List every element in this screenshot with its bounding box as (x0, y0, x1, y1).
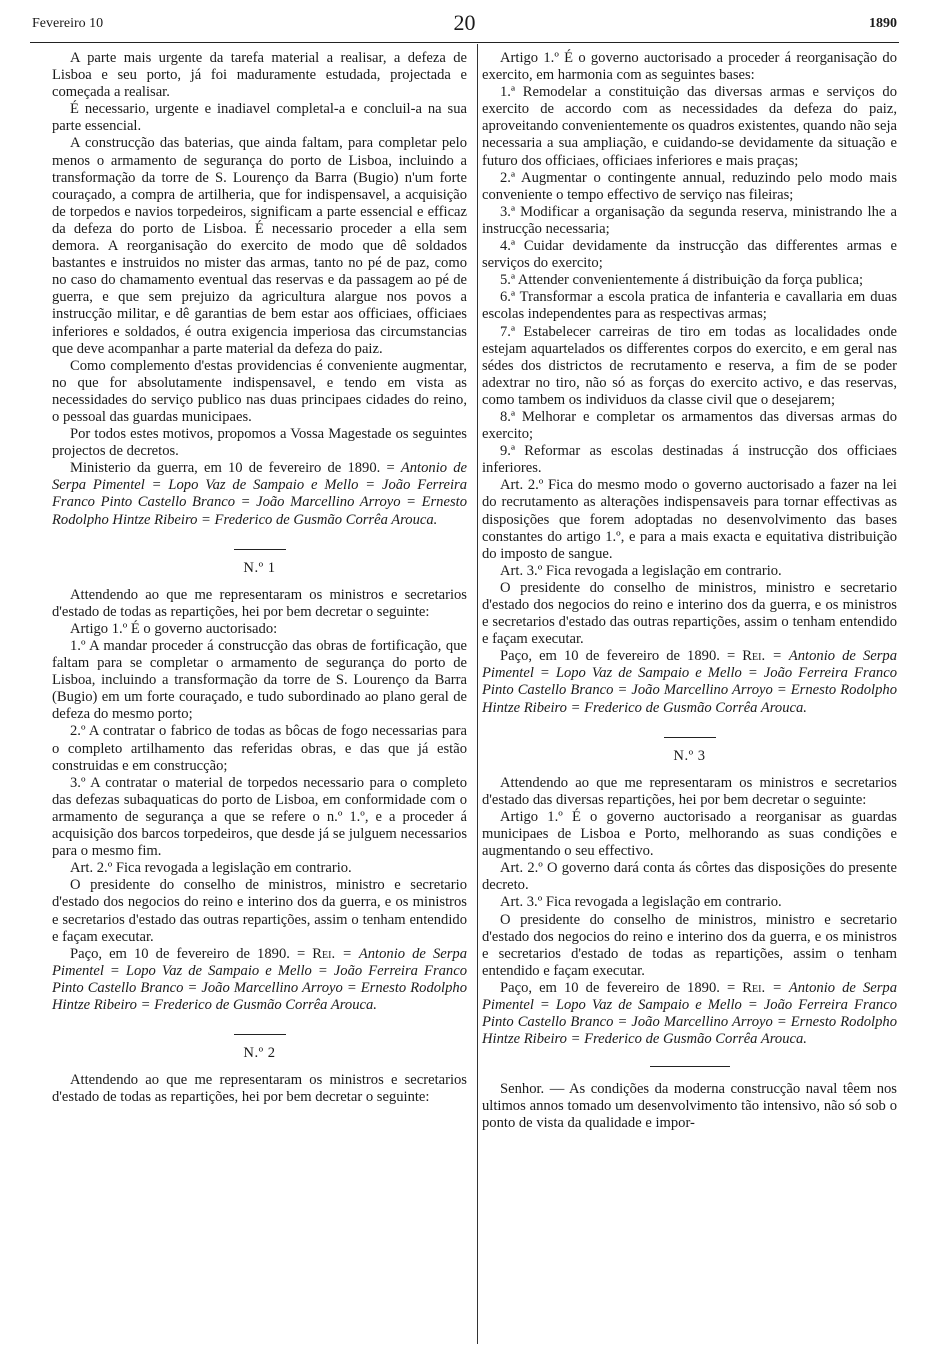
paragraph: 1.º A mandar proceder á construcção das obras de fortificação, que faltam para se completar o armamento de segurança do porto de Lisboa, incluindo a transformação da torre de S. Lourenço da Barra (Bugio) em um forte couraçado, e tudo subordinado ao plano geral de defeza do mesmo porto; (52, 638, 467, 723)
section-separator (234, 549, 286, 550)
paco-line: Paço, em 10 de fevereiro de 1890. = (500, 648, 736, 665)
paragraph: Artigo 1.º É o governo auctorisado: (70, 620, 278, 637)
paragraph: Artigo 1.º É o governo auctorisado a proceder á reorganisação do exercito, em harmonia com as seguintes bases: (482, 50, 897, 84)
paragraph: A parte mais urgente da tarefa material a realisar, a defeza de Lisboa e seu porto, já foi maduramente estudada, projectada e começada a realisar. (52, 50, 467, 101)
decree-heading: N.º 3 (673, 747, 706, 764)
paragraph: Art. 2.º Fica revogada a legislação em contrario. (70, 860, 352, 877)
paragraph: É necessario, urgente e inadiavel completal-a e concluil-a na sua parte essencial. (52, 101, 467, 135)
header-date: Fevereiro 10 (32, 16, 104, 31)
signatures: = Antonio de Serpa Pimentel = Lopo Vaz de Sampaio e Mello = João Ferreira Franco Pinto Castello Branco = João Marcellino Arroyo = Ernesto Rodolpho Hintze Ribeiro = Frederico de Gusmão Corrêa Arouca. (482, 979, 897, 1048)
paragraph: Como complemento d'estas providencias é conveniente augmentar, no que for absolutamente indispensavel, e tendo em vista as necessidades do serviço publico nas duas principaes cidades do reino, o pessoal das guardas municipaes. (52, 357, 467, 425)
paragraph: Art. 2.º Fica do mesmo modo o governo auctorisado a fazer na lei do recrutamento as alterações indispensaveis para tornar effectivas as disposições que forem adoptadas no desenvolvimento das bases constantes do artigo 1.º, e para a mais exacta e equitativa distribuição do imposto de sangue. (482, 477, 897, 562)
ministry-line: Ministerio da guerra, em 10 de fevereiro de 1890. = (70, 460, 395, 477)
paragraph: 2.º A contratar o fabrico de todas as bôcas de fogo necessarias para o completo artilhamento das referidas obras, e das que já estão construidas e em construcção; (52, 723, 467, 774)
section-separator (664, 737, 716, 738)
decree-signature-block (482, 648, 897, 716)
signatures: Antonio de Serpa Pimentel = Lopo Vaz de Sampaio e Mello = João Ferreira Franco Pinto Castello Branco = João Marcellino Arroyo = Ernesto Rodolpho Hintze Ribeiro = Frederico de Gusmão Corrêa Arouca. (52, 460, 467, 528)
paragraph: Artigo 1.º É o governo auctorisado a reorganisar as guardas municipaes de Lisboa e Porto, melhorando as suas condições e augmentando o seu effectivo. (482, 808, 897, 860)
paragraph: 1.ª Remodelar a constituição das diversas armas e serviços do exercito de accordo com as necessidades da defeza do paiz, aproveitando convenientemente os quadros existentes, quando não seja necessaria a sua ampliação, e cuidando-se devidamente da situação e futuro dos officiaes, officiaes inferiores e mais praças; (482, 84, 897, 169)
paragraph: 3.ª Modificar a organisação da segunda reserva, ministrando lhe a instrucção necessaria; (482, 203, 897, 237)
paragraph: 4.ª Cuidar devidamente da instrucção das differentes armas e serviços do exercito; (482, 238, 897, 272)
paragraph: O presidente do conselho de ministros, ministro e secretario d'estado dos negocios do reino e interino dos da guerra, e os ministros e secretarios d'estado das outras repartições, assim o tenham entendido e façam executar. (52, 877, 467, 945)
section-separator (650, 1066, 730, 1067)
paragraph: 7.ª Estabelecer carreiras de tiro em todas as localidades onde estejam aquartelados os differentes corpos do exercito, e em geral nas sédes dos districtos de recrutamento e reserva, a fim de se poder adextrar no tiro, não só as forças do exercito activo, e das reservas, como tambem os individuos da classe civil que o desejarem; (482, 323, 897, 408)
paragraph: O presidente do conselho de ministros, ministro e secretario d'estado dos negocios do reino e interino dos da guerra, e os ministros e secretarios d'estado das outras repartições, assim o tenham entendido e façam executar. (482, 579, 897, 648)
decree-signature-block (482, 980, 897, 1048)
signatures: = Antonio de Serpa Pimentel = Lopo Vaz de Sampaio e Mello = João Ferreira Franco Pinto Castello Branco = João Marcellino Arroyo = Ernesto Rodolpho Hintze Ribeiro = Frederico de Gusmão Corrêa Arouca. (52, 945, 467, 1013)
page-number: 20 (453, 10, 476, 35)
rei-label: Rei. (742, 648, 766, 665)
report-opening: Senhor. — As condições da moderna construcção naval têem nos ultimos annos tomado um desenvolvimento tão intensivo, não só sob o ponto de vista da qualidade e impor- (482, 1081, 897, 1132)
paragraph: 9.ª Reformar as escolas destinadas á instrucção dos officiaes inferiores. (482, 443, 897, 477)
paragraph: 6.ª Transformar a escola pratica de infanteria e cavallaria em duas escolas independentes para as respectivas armas; (482, 289, 897, 323)
paragraph: Art. 3.º Fica revogada a legislação em contrario. (500, 894, 782, 911)
paragraph: Por todos estes motivos, propomos a Vossa Magestade os seguintes projectos de decretos. (52, 426, 467, 460)
paragraph: Attendendo ao que me representaram os ministros e secretarios d'estado das diversas repartições, hei por bem decretar o seguinte: (482, 774, 897, 808)
column-divider (477, 44, 478, 1344)
paco-line: Paço, em 10 de fevereiro de 1890. = (70, 945, 306, 962)
paragraph: 2.ª Augmentar o contingente annual, reduzindo pelo modo mais conveniente o tempo effectivo de serviço nas fileiras; (482, 169, 897, 203)
decree-heading: N.º 1 (243, 559, 276, 576)
left-column (52, 50, 467, 1106)
rei-label: Rei. (312, 945, 336, 962)
ministry-signature-block (52, 460, 467, 528)
paco-line: Paço, em 10 de fevereiro de 1890. = (500, 979, 736, 996)
decree-signature-block (52, 946, 467, 1014)
paragraph: Art. 3.º Fica revogada a legislação em contrario. (500, 562, 782, 579)
right-column (482, 50, 897, 1133)
section-separator (234, 1034, 286, 1035)
paragraph: Attendendo ao que me representaram os ministros e secretarios d'estado de todas as repartições, hei por bem decretar o seguinte: (52, 586, 467, 620)
paragraph: A construcção das baterias, que ainda faltam, para completar pelo menos o armamento de segurança do porto de Lisboa, incluindo a transformação da torre de S. Lourenço da Barra (Bugio) n'um forte couraçado, a compra de artilheria, que for indispensavel, a acquisição de torpedos e navios torpedeiros, significam a parte essencial e efficaz da defeza do porto de Lisboa. É necessario proceder a ella sem demora. A reorganisação do exercito de modo que dê soldados bastantes e instruidos no mister das armas, tanto no pé de paz, como no caso do chamamento eventual das reservas e da passagem ao pé de guerra, e que sem prejuizo da agricultura alargue nos povos a instrucção militar, e dê garantias de bem estar aos officiaes, officiaes inferiores e soldados, é outra exigencia imperiosa das circumstancias que deve acompanhar a parte material da defeza do paiz. (52, 135, 467, 357)
paragraph: Attendendo ao que me representaram os ministros e secretarios d'estado de todas as repartições, hei por bem decretar o seguinte: (52, 1072, 467, 1106)
page-header (0, 10, 929, 40)
paragraph: 3.º A contratar o material de torpedos necessario para o completo das defezas subaquaticas do porto de Lisboa, em conformidade com o armamento de segurança a que se refere o n.º 1.º, e a proceder á acquisição dos barcos torpedeiros, que desde já se julguem necessarios para o mesmo fim. (52, 774, 467, 860)
decree-heading: N.º 2 (243, 1045, 276, 1062)
paragraph: 5.ª Attender convenientemente á distribuição da força publica; (500, 272, 864, 289)
header-year: 1890 (869, 16, 897, 31)
header-rule (30, 42, 899, 43)
paragraph: Art. 2.º O governo dará conta ás côrtes das disposições do presente decreto. (482, 860, 897, 894)
signatures: = Antonio de Serpa Pimentel = Lopo Vaz de Sampaio e Mello = João Ferreira Franco Pinto Castello Branco = João Marcellino Arroyo = Ernesto Rodolpho Hintze Ribeiro = Frederico de Gusmão Corrêa Arouca. (482, 648, 897, 716)
paragraph: 8.ª Melhorar e completar os armamentos das diversas armas do exercito; (482, 408, 897, 443)
rei-label: Rei. (742, 979, 766, 996)
paragraph: O presidente do conselho de ministros, ministro e secretario d'estado dos negocios do reino e interino dos da guerra, e os ministros e secretarios d'estado de todas as repartições, assim o tenham entendido e façam executar. (482, 911, 897, 979)
